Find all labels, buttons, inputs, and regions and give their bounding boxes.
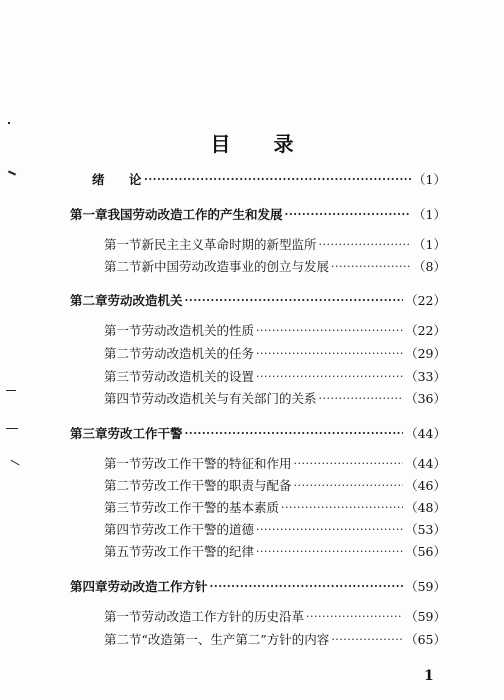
scan-mark — [8, 122, 10, 124]
scan-mark — [6, 390, 16, 391]
entry-number: 第五节 — [104, 544, 142, 559]
entry-number: 第三节 — [104, 369, 142, 384]
scan-mark — [6, 428, 18, 429]
toc-section — [104, 606, 446, 626]
entry-page: （29） — [405, 346, 446, 361]
entry-number: 绪 论 — [92, 172, 152, 187]
entry-page: （33） — [405, 369, 446, 384]
dot-leader — [210, 580, 404, 593]
toc-section — [104, 320, 446, 340]
entry-title: 新中国劳动改造事业的创立与发展 — [141, 259, 330, 274]
toc-section — [104, 541, 446, 561]
dot-leader — [185, 294, 404, 307]
dot-leader — [331, 633, 403, 646]
entry-number: 第四节 — [104, 391, 142, 406]
dot-leader — [256, 324, 403, 337]
entry-number: 第三节 — [104, 500, 142, 515]
entry-number: 第一节 — [104, 237, 142, 252]
entry-page: （44） — [405, 456, 446, 471]
dot-leader — [256, 370, 403, 383]
entry-page: （59） — [405, 609, 446, 624]
dot-leader — [319, 392, 404, 405]
entry-title: 劳动改造机关的任务 — [141, 346, 255, 361]
toc-section — [104, 343, 446, 363]
entry-title: 劳动改造机关的性质 — [141, 323, 255, 338]
entry-page: （22） — [405, 323, 446, 338]
entry-page: （44） — [405, 426, 446, 441]
entry-number: 第四章 — [70, 579, 108, 594]
entry-number: 第四节 — [104, 522, 142, 537]
entry-title: 劳动改造工作方针的历史沿革 — [141, 609, 305, 624]
entry-page: （65） — [405, 632, 446, 647]
toc-section — [104, 453, 446, 473]
entry-title: 劳改工作干警的职责与配备 — [141, 478, 292, 493]
entry-number: 第一节 — [104, 609, 142, 624]
entry-page: （48） — [405, 500, 446, 515]
dot-leader — [306, 610, 403, 623]
entry-title: 劳改工作干警 — [107, 426, 183, 441]
entry-page: （36） — [405, 391, 446, 406]
dot-leader — [256, 347, 403, 360]
entry-page: （1） — [413, 237, 446, 252]
entry-page: （46） — [405, 478, 446, 493]
entry-number: 第二节 — [104, 478, 142, 493]
entry-title: 劳改工作干警的基本素质 — [141, 500, 280, 515]
entry-page: （59） — [405, 579, 446, 594]
entry-title: 新民主主义革命时期的新型监所 — [141, 237, 317, 252]
dot-leader — [294, 457, 404, 470]
toc-chapter-4 — [70, 576, 446, 596]
dot-leader — [285, 208, 412, 221]
entry-page: （1） — [413, 207, 446, 222]
dot-leader — [185, 427, 404, 440]
entry-number: 第三章 — [70, 426, 108, 441]
scan-mark — [10, 460, 19, 466]
dot-leader — [319, 238, 412, 251]
toc-chapter-2 — [70, 290, 446, 310]
entry-number: 第一章 — [70, 207, 108, 222]
entry-page: （53） — [405, 522, 446, 537]
page-title: 目 录 — [210, 132, 312, 156]
entry-title: 劳改工作干警的特征和作用 — [141, 456, 292, 471]
entry-number: 第一节 — [104, 323, 142, 338]
toc-section — [104, 388, 446, 408]
dot-leader — [281, 501, 403, 514]
toc-chapter-3 — [70, 423, 446, 443]
dot-leader — [256, 523, 403, 536]
entry-title: 劳动改造机关的设置 — [141, 369, 255, 384]
entry-page: （8） — [413, 259, 446, 274]
entry-number: 第二节 — [104, 632, 142, 647]
entry-page: （56） — [405, 544, 446, 559]
toc-section — [104, 366, 446, 386]
scan-mark — [8, 170, 16, 175]
toc-section — [104, 519, 446, 539]
dot-leader — [256, 545, 403, 558]
entry-title: “改造第一、生产第二”方针的内容 — [141, 632, 330, 647]
toc-entry-introduction — [70, 169, 446, 189]
toc-section — [104, 234, 446, 254]
entry-number: 第一节 — [104, 456, 142, 471]
dot-leader — [144, 173, 411, 186]
entry-page: （1） — [413, 172, 446, 187]
toc-chapter-1 — [70, 204, 446, 224]
entry-number: 第二节 — [104, 346, 142, 361]
toc-section — [104, 497, 446, 517]
toc-section — [104, 629, 446, 649]
page-number: 1 — [424, 668, 434, 684]
entry-title: 我国劳动改造工作的产生和发展 — [107, 207, 283, 222]
entry-number: 第二章 — [70, 293, 108, 308]
dot-leader — [294, 479, 404, 492]
entry-title: 劳动改造机关 — [107, 293, 183, 308]
dot-leader — [331, 260, 411, 273]
entry-number: 第二节 — [104, 259, 142, 274]
entry-title: 劳改工作干警的纪律 — [141, 544, 255, 559]
toc-section — [104, 475, 446, 495]
entry-title: 劳改工作干警的道德 — [141, 522, 255, 537]
entry-page: （22） — [405, 293, 446, 308]
toc-section — [104, 256, 446, 276]
entry-title: 劳动改造工作方针 — [107, 579, 208, 594]
entry-title: 劳动改造机关与有关部门的关系 — [141, 391, 317, 406]
